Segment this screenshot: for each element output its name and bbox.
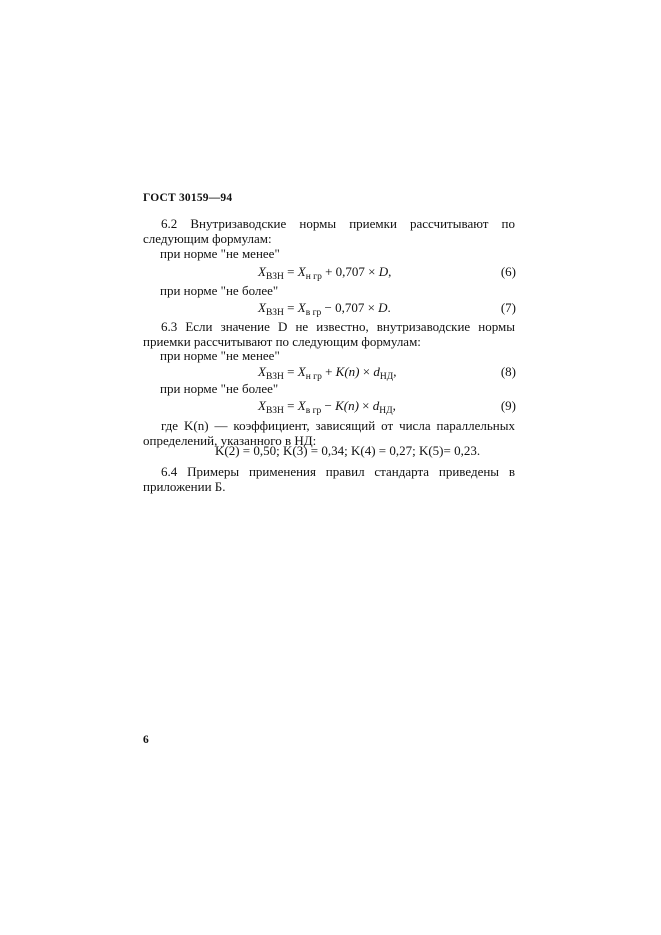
formula-7-x-sub: в гр <box>305 308 322 318</box>
formula-8-eq: = <box>283 364 298 379</box>
formula-9 <box>258 398 396 416</box>
paragraph-6-3: 6.3 Если значение D не известно, внутризаводские нормы приемки рассчитывают по следующим формулам: <box>143 319 515 349</box>
formula-6-d: D <box>378 264 389 279</box>
formula-7 <box>258 300 391 318</box>
formula-7-tail: . <box>387 300 391 315</box>
formula-9-number: (9) <box>500 398 516 413</box>
formula-6-tail: , <box>388 264 392 279</box>
condition-min-6-3: при норме "не менее" <box>160 348 280 363</box>
formula-7-lhs-sub: ВЗН <box>265 308 284 318</box>
condition-max-6-2: при норме "не более" <box>160 283 279 298</box>
document-header: ГОСТ 30159—94 <box>143 192 233 204</box>
formula-6-eq: = <box>283 264 298 279</box>
paragraph-6-2: 6.2 Внутризаводские нормы приемки рассчитывают по следующим формулам: <box>143 216 515 246</box>
formula-8-k: K(n) <box>335 364 360 379</box>
formula-9-d: d <box>372 398 380 413</box>
formula-7-lhs: X <box>258 300 266 315</box>
formula-7-eq: = <box>283 300 298 315</box>
formula-8-mul: × <box>359 364 374 379</box>
formula-6-x: X <box>297 264 306 279</box>
formula-9-d-sub: НД <box>379 406 393 416</box>
formula-9-lhs-sub: ВЗН <box>265 406 284 416</box>
formula-8-rest: + <box>321 364 336 379</box>
formula-9-tail: , <box>392 398 396 413</box>
formula-9-x-sub: в гр <box>305 406 322 416</box>
formula-8 <box>258 364 396 382</box>
formula-9-k: K(n) <box>335 398 359 413</box>
formula-8-lhs-sub: ВЗН <box>265 372 284 382</box>
condition-min-6-2: при норме "не менее" <box>160 246 280 261</box>
formula-7-number: (7) <box>500 300 516 315</box>
formula-8-d: d <box>373 364 380 379</box>
paragraph-6-4: 6.4 Примеры применения правил стандарта приведены в приложении Б. <box>143 464 515 494</box>
page-number: 6 <box>143 734 149 746</box>
formula-9-mul: × <box>358 398 373 413</box>
formula-8-number: (8) <box>500 364 516 379</box>
formula-9-eq: = <box>283 398 298 413</box>
formula-8-x-sub: н гр <box>305 372 322 382</box>
formula-8-d-sub: НД <box>379 372 394 382</box>
formula-8-x: X <box>297 364 306 379</box>
formula-7-x: X <box>297 300 306 315</box>
formula-7-rest: − 0,707 × <box>321 300 379 315</box>
formula-8-tail: , <box>393 364 397 379</box>
formula-6-number: (6) <box>500 264 516 279</box>
formula-8-lhs: X <box>258 364 266 379</box>
formula-9-x: X <box>297 398 306 413</box>
formula-9-rest: − <box>321 398 336 413</box>
condition-max-6-3: при норме "не более" <box>160 381 279 396</box>
formula-7-d: D <box>378 300 388 315</box>
k-values-line: K(2) = 0,50; K(3) = 0,34; K(4) = 0,27; K(5)= 0,23. <box>215 443 481 458</box>
formula-9-lhs: X <box>258 398 266 413</box>
paragraph-where: где K(n) — коэффициент, зависящий от числа параллельных определений, указанного в НД: <box>143 418 515 448</box>
formula-6-lhs-sub: ВЗН <box>265 272 284 282</box>
formula-6 <box>258 264 391 282</box>
formula-6-lhs: X <box>258 264 266 279</box>
formula-6-x-sub: н гр <box>305 272 322 282</box>
formula-6-rest: + 0,707 × <box>321 264 379 279</box>
